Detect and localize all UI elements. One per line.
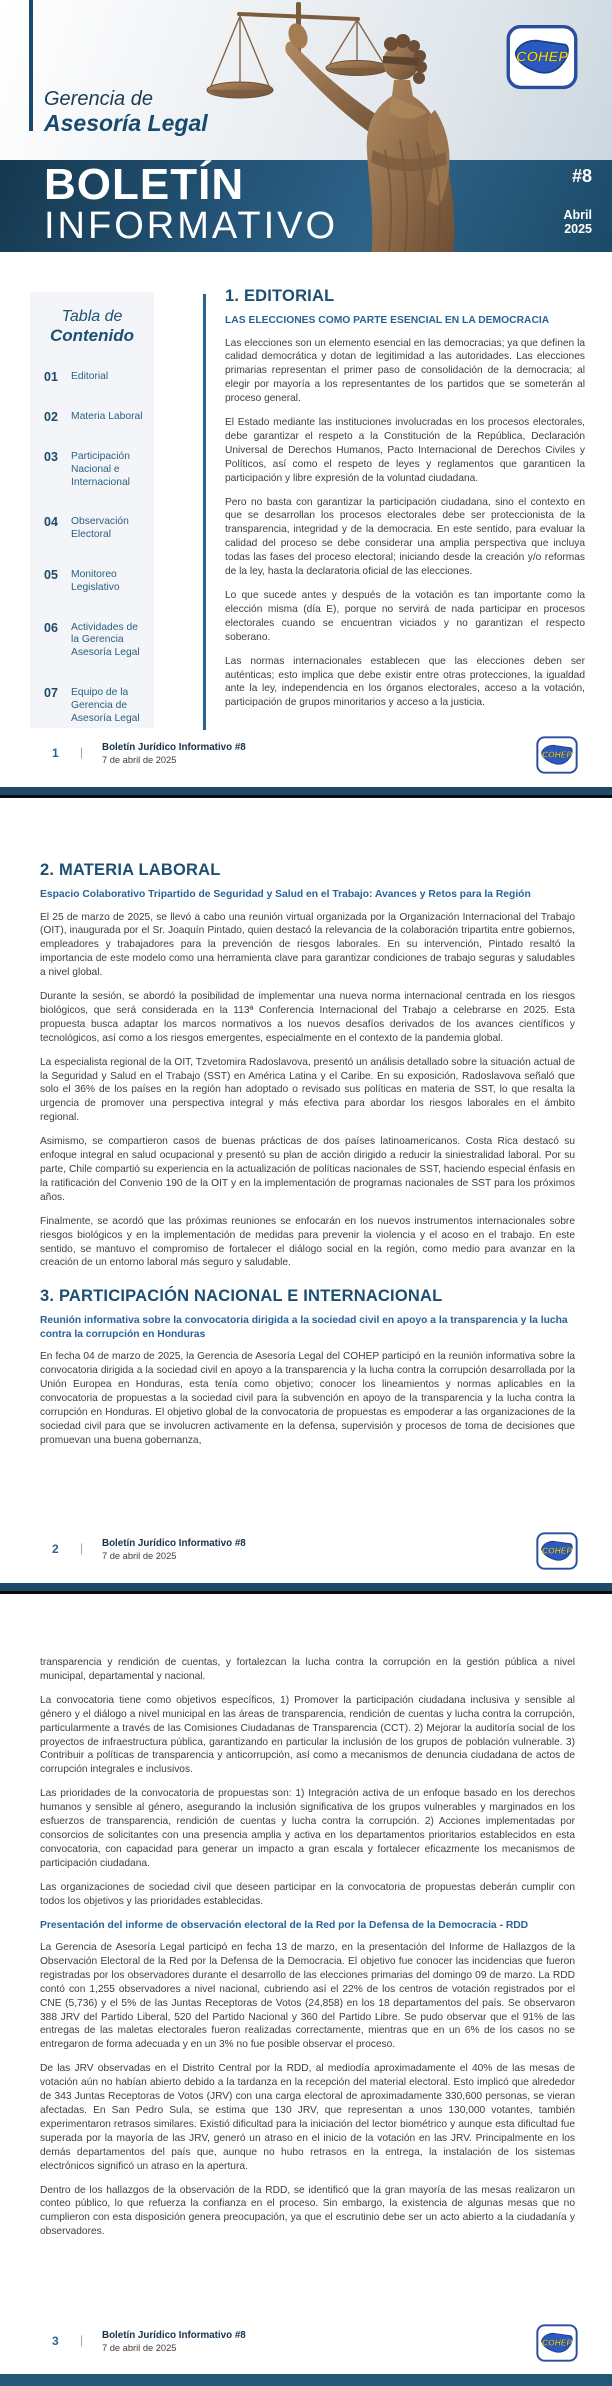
toc-item[interactable] xyxy=(44,622,146,660)
toc-item-number: 01 xyxy=(44,370,58,384)
footer-title: Boletín Jurídico Informativo #8 xyxy=(102,2330,246,2341)
toc-item-label: Equipo de la Gerencia de Asesoría Legal xyxy=(71,686,140,724)
footer-title: Boletín Jurídico Informativo #8 xyxy=(102,742,246,753)
body-paragraph: En fecha 04 de marzo de 2025, la Gerencia de Asesoría Legal del COHEP participó en la reunión informativa sobre la convocatoria dirigida a la sociedad civil en apoyo a la transparencia y la lucha contra la corrupción desarrollada por la Unión Europea en Honduras, esta tenía como objetivo; conocer los lineamientos y normas aplicables en la convocatoria de propuestas a la sociedad civil para la subvención en apoyo de la transparencia y la lucha contra la corrupción en Honduras. El objetivo global de la convocatoria de propuestas es empoderar a las organizaciones de la sociedad civil para que se involucren activamente en la defensa, supervisión y procesos de toma de decisiones que promuevan una buena gobernanza, xyxy=(40,1351,575,1446)
body-paragraph: La convocatoria tiene como objetivos específicos, 1) Promover la participación ciudadana inclusiva y sensible al género y el diálogo a nivel municipal en las áreas de transparencia, rendición de cuentas y lucha contra la corrupción, particularmente a través de las Comisiones Ciudadanas de Transparencia (CCT). 2) Mejorar la auditoría social de los proyectos de infraestructura pública, garantizando en particular la inclusión de los grupos de población vulnerable. 3) Contribuir a políticas de transparencia y anticorrupción, así como a mecanismos de denuncia ciudadana de actos de corrupción integrales e inclusivos. xyxy=(40,1694,575,1776)
body-paragraph: Pero no basta con garantizar la participación ciudadana, sino el contexto en que se desarrollan los procesos electorales debe ser proteccionista de la transparencia, integridad y de la democracia. En este sentido, para evaluar la calidad del proceso se debe considerar una amplia perspectiva que incluya todas las fases del proceso electoral; iniciando desde la creación y/o reformas de la ley, hasta la declaratoria oficial de las elecciones. xyxy=(225,496,585,578)
body-paragraph: El Estado mediante las instituciones involucradas en los procesos electorales, debe garantizar el respeto a la Constitución de la República, Declaración Universal de Derechos Humanos, Pacto Internacional de Derechos Civiles y Políticos, así como el respeto de leyes y reglamentos que garanticen la participación y libre expresión de la voluntad ciudadana. xyxy=(225,417,585,484)
body-paragraph: Las normas internacionales establecen que las elecciones deben ser auténticas; esto implica que debe existir entre otras protecciones, la igualdad ante la ley, independencia en los órganos electorales, acceso a la votación, participación de grupos minoritarios y acceso a la justicia. xyxy=(225,655,585,709)
cohep-logo-text: COHEP xyxy=(541,749,573,760)
page-footer xyxy=(0,740,612,780)
page-number: 1 xyxy=(52,746,59,760)
editorial-subtitle: LAS ELECCIONES COMO PARTE ESENCIAL EN LA DEMOCRACIA xyxy=(225,315,550,326)
rdd-paragraphs xyxy=(40,1941,575,2239)
toc-title-line2: Contenido xyxy=(49,326,135,345)
table-of-contents xyxy=(30,292,154,728)
editorial-paragraphs xyxy=(225,337,585,711)
toc-item-number: 07 xyxy=(44,685,58,700)
footer-divider: | xyxy=(80,745,84,759)
footer-date: 7 de abril de 2025 xyxy=(102,755,177,765)
footer-date: 7 de abril de 2025 xyxy=(102,2343,177,2353)
page-number: 3 xyxy=(52,2334,59,2348)
toc-item-number: 02 xyxy=(44,410,58,424)
toc-item-label: Monitoreo Legislativo xyxy=(71,568,120,593)
body-paragraph: Lo que sucede antes y después de la votación es tan importante como la elección misma (día E), porque no servirá de nada participar en procesos electorales cuando se encuentran viciados y no garantizan el respecto soberano. xyxy=(225,590,585,643)
issue-number: #8 xyxy=(571,166,592,186)
page-3-content xyxy=(40,1656,575,2249)
page-separator xyxy=(0,1583,612,1594)
toc-title-line1: Tabla de xyxy=(61,308,123,325)
issue-badge xyxy=(564,166,592,236)
body-paragraph: transparencia y rendición de cuentas, y fortalezcan la lucha contra la corrupción en la gestión pública a nivel municipal, departamental y nacional. xyxy=(40,1657,575,1682)
department-label xyxy=(44,88,208,136)
toc-item-label: Observación Electoral xyxy=(71,516,129,541)
toc-item-number: 04 xyxy=(44,515,58,530)
toc-item-label: Actividades de la Gerencia Asesoría Legal xyxy=(71,621,140,659)
body-paragraph: Las elecciones son un elemento esencial en las democracias; ya que definen la calidad democrática y dotan de legitimidad a las autoridades. Las elecciones primarias representan el primer paso de consolidación de la democracia; al elegir por mayoría a los representantes de los partidos que se someterán al proceso general. xyxy=(225,337,585,405)
vertical-divider xyxy=(203,294,206,730)
toc-list xyxy=(30,371,154,725)
issue-year: 2025 xyxy=(564,222,592,236)
toc-item[interactable] xyxy=(44,371,146,384)
cohep-logo xyxy=(506,24,578,90)
department-line1: Gerencia de xyxy=(44,88,153,110)
toc-item[interactable] xyxy=(44,687,146,725)
cohep-logo xyxy=(536,736,578,774)
page-footer xyxy=(0,1536,612,1576)
section-editorial xyxy=(225,286,585,720)
toc-title xyxy=(30,308,154,345)
body-paragraph: Durante la sesión, se abordó la posibilidad de implementar una nueva norma internacional centrada en los riesgos biológicos, que será considerada en la 113ª Conferencia Internacional del Trabajo a celebrarse en 2025. Esta propuesta busca adaptar los marcos normativos a los nuevos desafíos derivados de los avances científicos y tecnológicos, así como a los riesgos emergentes, especialmente en el contexto de la pandemia global. xyxy=(40,991,575,1044)
page-footer xyxy=(0,2328,612,2368)
toc-item-label: Participación Nacional e Internacional xyxy=(71,451,130,488)
editorial-heading: 1. EDITORIAL xyxy=(225,287,335,305)
participation-subtitle: Reunión informativa sobre la convocatoria dirigida a la sociedad civil en apoyo a la transparencia y la lucha contra la corrupción en Honduras xyxy=(40,1315,568,1340)
page-number: 2 xyxy=(52,1542,59,1556)
toc-item-number: 06 xyxy=(44,620,58,635)
header xyxy=(0,0,612,252)
footer-text xyxy=(102,1538,246,1562)
cohep-logo xyxy=(536,1532,578,1570)
toc-item[interactable] xyxy=(44,451,146,489)
body-paragraph: La especialista regional de la OIT, Tzvetomira Radoslavova, presentó un análisis detallado sobre la situación actual de la Seguridad y Salud en el Trabajo (SST) en América Latina y el Caribe. En su exposición, Radoslavova señaló que solo el 36% de los países en la región han adoptado o revisado sus políticas en materia de SST, lo que resalta la urgencia de promover una perspectiva integral y más efectiva para abordar los riesgos laborales en el ámbito regional. xyxy=(40,1056,575,1124)
body-paragraph: Asimismo, se compartieron casos de buenas prácticas de dos países latinoamericanos. Costa Rica destacó su enfoque integral en salud ocupacional y presentó su plan de acción dirigido a reducir la siniestralidad laboral. Por su parte, Chile compartió su experiencia en la actualización de políticas nacionales de SST, haciendo especial énfasis en la ratificación del Convenio 190 de la OIT y en la implementación de programas nacionales de SST para los próximos años. xyxy=(40,1136,575,1203)
body-paragraph: De las JRV observadas en el Distrito Central por la RDD, al mediodía aproximadamente el 40% de las mesas de votación aún no habían abierto debido a la tardanza en la recepción del material electoral. Esto implicó que alrededor de 343 Juntas Receptoras de Votos (JRV) con una carga electoral de aproximadamente 330,600 personas, se vieran afectadas. En San Pedro Sula, se estima que 130 JRV, que representan a unos 130,000 votantes, también experimentaron retrasos similares. Existió dificultad para la iniciación del lector biométrico y aunque esta dificultad fue superada por la mayoría de las JRV, generó un atraso en el inicio de la votación en las JRV. Principalmente en los demás departamentos del país que, aunque no hubo retrasos en la entrega, la instalación de los sistemas electrónicos significó un atraso en la apertura. xyxy=(40,2063,575,2172)
bottom-bar xyxy=(0,2374,612,2386)
header-accent-bar xyxy=(29,0,33,131)
toc-item[interactable] xyxy=(44,516,146,542)
labor-heading: 2. MATERIA LABORAL xyxy=(40,861,221,879)
newsletter-title-line2: INFORMATIVO xyxy=(44,205,339,247)
labor-paragraphs xyxy=(40,911,575,1271)
body-paragraph: Las organizaciones de sociedad civil que deseen participar en la convocatoria de propuestas deberán cumplir con todos los objetivos y las prioridades establecidas. xyxy=(40,1881,575,1907)
body-paragraph: Dentro de los hallazgos de la observación de la RDD, se identificó que la gran mayoría de las mesas realizaron un conteo público, lo que refuerza la confianza en el proceso. Sin embargo, la existencia de algunas mesas que no cumplieron con esta disposición genera preocupación, ya que el escrutinio debe ser un acto abierto a la ciudadanía y observadores. xyxy=(40,2184,575,2238)
page-separator xyxy=(0,787,612,798)
body-paragraph: El 25 de marzo de 2025, se llevó a cabo una reunión virtual organizada por la Organización Internacional del Trabajo (OIT), inaugurada por el Sr. Joaquín Pintado, quien destacó la relevancia de la colaboración tripartita entre gobiernos, empleadores y trabajadores para la prevención de riesgos laborales. En su intervención, Pintado resaltó la importancia de este modelo como una herramienta clave para garantizar condiciones de trabajo seguras y saludables a nivel global. xyxy=(40,911,575,979)
footer-divider: | xyxy=(80,2333,84,2347)
participation-paragraphs xyxy=(40,1350,575,1447)
footer-text xyxy=(102,742,246,766)
newsletter-title-line1: BOLETÍN xyxy=(44,160,245,209)
department-line2: Asesoría Legal xyxy=(44,110,208,136)
toc-item-number: 03 xyxy=(44,450,58,464)
cohep-logo-text: COHEP xyxy=(516,49,568,66)
participation-heading: 3. PARTICIPACIÓN NACIONAL E INTERNACIONAL xyxy=(40,1287,443,1306)
body-paragraph: Las prioridades de la convocatoria de propuestas son: 1) Integración activa de un enfoque basado en los derechos humanos y sensible al género, asegurando la inclusión significativa de los grupos vulnerables y marginados en los esfuerzos de transparencia, rendición de cuentas y lucha contra la corrupción. 2) Acciones implementadas por consorcios de solicitantes con una presencia amplia y activa en los departamentos prioritarios establecidos en esta convocatoria, con capacidad para generar un impacto a gran escala y fortalecer eficazmente los mecanismos de participación ciudadana. xyxy=(40,1788,575,1869)
cohep-logo-text: COHEP xyxy=(541,1545,573,1556)
rdd-subtitle: Presentación del informe de observación electoral de la Red por la Defensa de la Democracia - RDD xyxy=(40,1919,529,1931)
body-paragraph: La Gerencia de Asesoría Legal participó en fecha 13 de marzo, en la presentación del Informe de Hallazgos de la Observación Electoral de la Red por la Defensa de la Democracia. El objetivo fue conocer las incidencias que fueron registradas por los observadores durante el desarrollo de las elecciones primarias del domingo 09 de marzo. La RDD contó con 1,255 observadores a nivel nacional, cubriendo así el 22% de los centros de votación registrados por el CNE (5,736) y el 5% de las Juntas Receptoras de Votos (24,858) en los 18 departamentos del país. Se observaron 388 JRV del Partido Liberal, 520 del Partido Nacional y 360 del Partido Libre. Se pudo observar que el 91% de las entregas de las maletas electorales fueron realizadas correctamente, mientras que en un 6% de los casos no se entregaron de forma adecuada y en un 3% no fue posible observar el proceso. xyxy=(40,1942,575,2051)
toc-item-label: Editorial xyxy=(71,371,109,382)
toc-item-number: 05 xyxy=(44,567,58,582)
cohep-logo-text: COHEP xyxy=(541,2337,573,2348)
issue-month: Abril xyxy=(563,208,592,222)
cohep-logo xyxy=(536,2324,578,2362)
labor-subtitle: Espacio Colaborativo Tripartido de Seguridad y Salud en el Trabajo: Avances y Retos para la Región xyxy=(40,889,531,900)
toc-item[interactable] xyxy=(44,411,146,424)
participation-paragraphs-continued xyxy=(40,1656,575,1909)
footer-title: Boletín Jurídico Informativo #8 xyxy=(102,1538,246,1549)
page-2-content xyxy=(40,860,575,1458)
body-paragraph: Finalmente, se acordó que las próximas reuniones se enfocarán en los nuevos instrumentos internacionales sobre riesgos biológicos y en la implementación de medidas para prevenir la violencia y el acoso en el trabajo. En este sentido, se mantuvo el compromiso de fortalecer el diálogo social en la región, como medio para avanzar en la creación de un entorno laboral más seguro y saludable. xyxy=(40,1215,575,1269)
toc-item[interactable] xyxy=(44,569,146,595)
toc-item-label: Materia Laboral xyxy=(71,411,143,422)
footer-date: 7 de abril de 2025 xyxy=(102,1551,177,1561)
footer-divider: | xyxy=(80,1541,84,1555)
footer-text xyxy=(102,2330,246,2354)
